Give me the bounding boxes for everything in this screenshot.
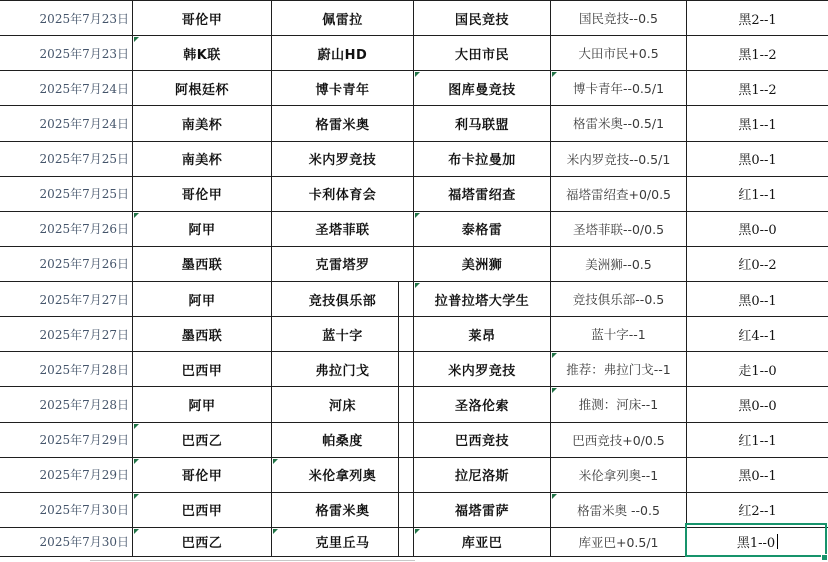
away-team-text: 拉普拉塔大学生 [434, 293, 530, 309]
home-team-text: 博卡青年 [315, 82, 370, 98]
result-text: 黑0--1 [738, 293, 777, 309]
home-team-text: 格雷米奥 [315, 117, 370, 133]
cell-prediction[interactable] [551, 282, 687, 317]
league-text: 哥伦甲 [181, 188, 223, 204]
cell-prediction[interactable] [551, 317, 687, 352]
cell-league[interactable] [133, 142, 272, 177]
prediction-text: 库亚巴+0.5/1 [578, 534, 659, 550]
table-row [0, 142, 828, 177]
table-row [0, 282, 828, 317]
cell-prediction[interactable] [551, 528, 687, 557]
cell-league[interactable] [133, 282, 272, 317]
cell-league[interactable] [133, 317, 272, 352]
cell-home-team[interactable] [272, 36, 414, 71]
away-team-text: 拉尼洛斯 [454, 469, 509, 485]
cell-result[interactable] [687, 247, 828, 282]
away-team-text: 福塔雷萨 [454, 504, 509, 520]
table-row [0, 387, 828, 422]
cell-league[interactable] [133, 71, 272, 106]
cell-match-date[interactable] [0, 71, 133, 106]
cell-home-team[interactable] [272, 528, 414, 557]
league-text: 墨西联 [181, 328, 223, 344]
prediction-text: 博卡青年--0.5/1 [572, 81, 665, 97]
match-date-text: 2025年7月29日 [39, 433, 129, 448]
table-row [0, 212, 828, 247]
next-row-faint-gridline [90, 560, 415, 561]
match-date-text: 2025年7月30日 [39, 503, 129, 518]
cell-home-team[interactable] [272, 282, 414, 317]
league-text: 哥伦甲 [181, 12, 223, 28]
prediction-text: 巴西竞技+0/0.5 [572, 432, 665, 448]
table-row [0, 317, 828, 352]
prediction-text: 米伦拿列奥--1 [578, 467, 659, 483]
cell-away-team[interactable] [414, 493, 551, 528]
cell-result[interactable] [687, 142, 828, 177]
cell-away-team[interactable] [414, 142, 551, 177]
match-date-text: 2025年7月27日 [39, 327, 129, 342]
cell-away-team[interactable] [414, 352, 551, 387]
cell-home-team[interactable] [272, 387, 414, 422]
league-text: 阿甲 [188, 293, 216, 309]
cell-result[interactable] [687, 528, 828, 557]
cell-away-team[interactable] [414, 423, 551, 458]
home-team-text: 河床 [328, 398, 356, 414]
cell-result[interactable] [687, 493, 828, 528]
table-row [0, 106, 828, 141]
cell-league[interactable] [133, 212, 272, 247]
league-text: 韩K联 [183, 47, 221, 63]
match-date-text: 2025年7月23日 [39, 11, 129, 26]
cell-match-date[interactable] [0, 528, 133, 557]
cell-match-date[interactable] [0, 282, 133, 317]
cell-away-team[interactable] [414, 36, 551, 71]
match-date-text: 2025年7月25日 [39, 152, 129, 167]
result-text: 黑0--0 [738, 398, 777, 414]
league-text: 巴西甲 [181, 363, 223, 379]
match-date-text: 2025年7月24日 [39, 116, 129, 131]
away-team-text: 莱昂 [468, 328, 496, 344]
league-text: 墨西联 [181, 258, 223, 274]
prediction-text: 福塔雷绍查+0/0.5 [565, 186, 672, 202]
cell-away-team[interactable] [414, 317, 551, 352]
cell-result[interactable] [687, 317, 828, 352]
prediction-text: 竞技俱乐部--0.5 [572, 292, 665, 308]
match-date-text: 2025年7月29日 [39, 468, 129, 483]
league-text: 南美杯 [181, 153, 223, 169]
cell-result[interactable] [687, 71, 828, 106]
cell-prediction[interactable] [551, 36, 687, 71]
cell-match-date[interactable] [0, 177, 133, 212]
cell-result[interactable] [687, 36, 828, 71]
cell-home-team[interactable] [272, 71, 414, 106]
cell-match-date[interactable] [0, 423, 133, 458]
away-team-text: 大田市民 [454, 47, 509, 63]
away-team-text: 巴西竞技 [454, 434, 509, 450]
cell-prediction[interactable] [551, 106, 687, 141]
result-text: 黑0--0 [738, 223, 777, 239]
cell-prediction[interactable] [551, 458, 687, 493]
cell-league[interactable] [133, 423, 272, 458]
result-text: 走1--0 [738, 363, 777, 379]
cell-away-team[interactable] [414, 71, 551, 106]
table-row [0, 458, 828, 493]
table-row [0, 177, 828, 212]
home-team-text: 格雷米奥 [315, 504, 370, 520]
match-date-text: 2025年7月30日 [39, 535, 129, 550]
away-team-text: 利马联盟 [454, 117, 509, 133]
cell-away-team[interactable] [414, 1, 551, 36]
result-text: 黑1--2 [738, 47, 777, 63]
table-row [0, 352, 828, 387]
cell-match-date[interactable] [0, 317, 133, 352]
away-team-text: 美洲狮 [461, 258, 503, 274]
result-text: 红4--1 [738, 328, 777, 344]
table-row [0, 71, 828, 106]
league-text: 阿甲 [188, 398, 216, 414]
home-team-text: 帕桑度 [322, 434, 363, 450]
cell-league[interactable] [133, 106, 272, 141]
home-team-text: 米内罗竞技 [308, 153, 377, 169]
match-date-text: 2025年7月25日 [39, 187, 129, 202]
cell-prediction[interactable] [551, 423, 687, 458]
cell-home-team[interactable] [272, 458, 414, 493]
prediction-text: 蓝十字--1 [591, 327, 646, 343]
cell-home-team[interactable] [272, 212, 414, 247]
cell-match-date[interactable] [0, 458, 133, 493]
league-text: 巴西甲 [181, 504, 223, 520]
league-text: 巴西乙 [181, 536, 223, 552]
prediction-text: 圣塔菲联--0/0.5 [572, 221, 665, 237]
away-team-text: 国民竞技 [454, 12, 509, 28]
inner-column-gridline [398, 281, 399, 556]
cell-home-team[interactable] [272, 142, 414, 177]
home-team-text: 蓝十字 [322, 328, 363, 344]
cell-home-team[interactable] [272, 247, 414, 282]
cell-away-team[interactable] [414, 458, 551, 493]
league-text: 南美杯 [181, 117, 223, 133]
cell-league[interactable] [133, 177, 272, 212]
result-text: 黑1--0 [736, 536, 776, 552]
result-text: 黑1--2 [738, 82, 777, 98]
cell-match-date[interactable] [0, 387, 133, 422]
home-team-text: 克里丘马 [315, 536, 370, 552]
prediction-text: 国民竞技--0.5 [579, 11, 658, 27]
prediction-text: 大田市民+0.5 [578, 46, 659, 62]
cell-away-team[interactable] [414, 177, 551, 212]
away-team-text: 库亚巴 [461, 536, 503, 552]
cell-match-date[interactable] [0, 212, 133, 247]
match-date-text: 2025年7月26日 [39, 222, 129, 237]
result-text: 黑0--1 [738, 469, 777, 485]
prediction-text: 格雷米奥--0.5/1 [572, 116, 665, 132]
prediction-text: 格雷米奥 --0.5 [577, 502, 660, 518]
cell-prediction[interactable] [551, 352, 687, 387]
table-row [0, 423, 828, 458]
prediction-text: 推测：河床--1 [578, 397, 659, 413]
cell-away-team[interactable] [414, 282, 551, 317]
cell-home-team[interactable] [272, 177, 414, 212]
match-date-text: 2025年7月24日 [39, 81, 129, 96]
cell-league[interactable] [133, 352, 272, 387]
cell-result[interactable] [687, 282, 828, 317]
cell-prediction[interactable] [551, 387, 687, 422]
prediction-text: 美洲狮--0.5 [585, 256, 652, 272]
away-team-text: 布卡拉曼加 [448, 153, 516, 169]
cell-home-team[interactable] [272, 423, 414, 458]
cell-league[interactable] [133, 458, 272, 493]
prediction-text: 米内罗竞技--0.5/1 [566, 151, 671, 167]
result-text: 红2--1 [738, 504, 777, 520]
cell-result[interactable] [687, 387, 828, 422]
match-date-text: 2025年7月26日 [39, 257, 129, 272]
table-row [0, 36, 828, 71]
cell-result[interactable] [687, 423, 828, 458]
home-team-text: 竞技俱乐部 [308, 293, 377, 309]
result-text: 红1--1 [738, 434, 777, 450]
away-team-text: 泰格雷 [461, 223, 503, 239]
cell-away-team[interactable] [414, 106, 551, 141]
cell-league[interactable] [133, 247, 272, 282]
cell-prediction[interactable] [551, 212, 687, 247]
match-date-text: 2025年7月23日 [39, 46, 129, 61]
table-row [0, 247, 828, 282]
table-row [0, 528, 828, 557]
league-text: 巴西乙 [181, 434, 223, 450]
result-text: 红1--1 [738, 188, 777, 204]
cell-home-team[interactable] [272, 493, 414, 528]
result-text: 黑0--1 [738, 153, 777, 169]
league-text: 哥伦甲 [181, 469, 223, 485]
match-date-text: 2025年7月28日 [39, 362, 129, 377]
cell-prediction[interactable] [551, 493, 687, 528]
cell-home-team[interactable] [272, 317, 414, 352]
cell-match-date[interactable] [0, 352, 133, 387]
cell-prediction[interactable] [551, 177, 687, 212]
cell-result[interactable] [687, 106, 828, 141]
cell-away-team[interactable] [414, 528, 551, 557]
away-team-text: 米内罗竞技 [448, 363, 516, 379]
cell-prediction[interactable] [551, 71, 687, 106]
cell-result[interactable] [687, 458, 828, 493]
match-date-text: 2025年7月28日 [39, 397, 129, 412]
cell-home-team[interactable] [272, 106, 414, 141]
cell-league[interactable] [133, 1, 272, 36]
away-team-text: 图库曼竞技 [448, 82, 516, 98]
cell-match-date[interactable] [0, 247, 133, 282]
cell-league[interactable] [133, 528, 272, 557]
cell-away-team[interactable] [414, 212, 551, 247]
cell-prediction[interactable] [551, 1, 687, 36]
text-caret [777, 534, 778, 549]
home-team-text: 米伦拿列奥 [308, 469, 377, 485]
cell-result[interactable] [687, 352, 828, 387]
cell-match-date[interactable] [0, 493, 133, 528]
home-team-text: 圣塔菲联 [315, 223, 370, 239]
home-team-text: 弗拉门戈 [315, 363, 370, 379]
away-team-text: 福塔雷绍查 [448, 188, 516, 204]
league-text: 阿甲 [188, 223, 216, 239]
cell-league[interactable] [133, 387, 272, 422]
home-team-text: 佩雷拉 [322, 12, 363, 28]
home-team-text: 卡利体育会 [308, 188, 377, 204]
table-row [0, 493, 828, 528]
cell-home-team[interactable] [272, 352, 414, 387]
home-team-text: 克雷塔罗 [315, 258, 370, 274]
cell-league[interactable] [133, 493, 272, 528]
cell-match-date[interactable] [0, 36, 133, 71]
cell-prediction[interactable] [551, 247, 687, 282]
cell-match-date[interactable] [0, 1, 133, 36]
cell-prediction[interactable] [551, 142, 687, 177]
cell-home-team[interactable] [272, 1, 414, 36]
table-row [0, 1, 828, 36]
result-text: 黑1--1 [738, 117, 777, 133]
home-team-text: 蔚山HD [317, 47, 368, 63]
cell-match-date[interactable] [0, 106, 133, 141]
cell-away-team[interactable] [414, 247, 551, 282]
cell-match-date[interactable] [0, 142, 133, 177]
cell-league[interactable] [133, 36, 272, 71]
cell-result[interactable] [687, 212, 828, 247]
match-date-text: 2025年7月27日 [39, 292, 129, 307]
result-text: 红0--2 [738, 258, 777, 274]
cell-result[interactable] [687, 1, 828, 36]
result-text: 黑2--1 [738, 12, 777, 28]
cell-away-team[interactable] [414, 387, 551, 422]
league-text: 阿根廷杯 [174, 82, 229, 98]
prediction-text: 推荐：弗拉门戈--1 [566, 362, 671, 378]
cell-result[interactable] [687, 177, 828, 212]
away-team-text: 圣洛伦索 [454, 398, 509, 414]
